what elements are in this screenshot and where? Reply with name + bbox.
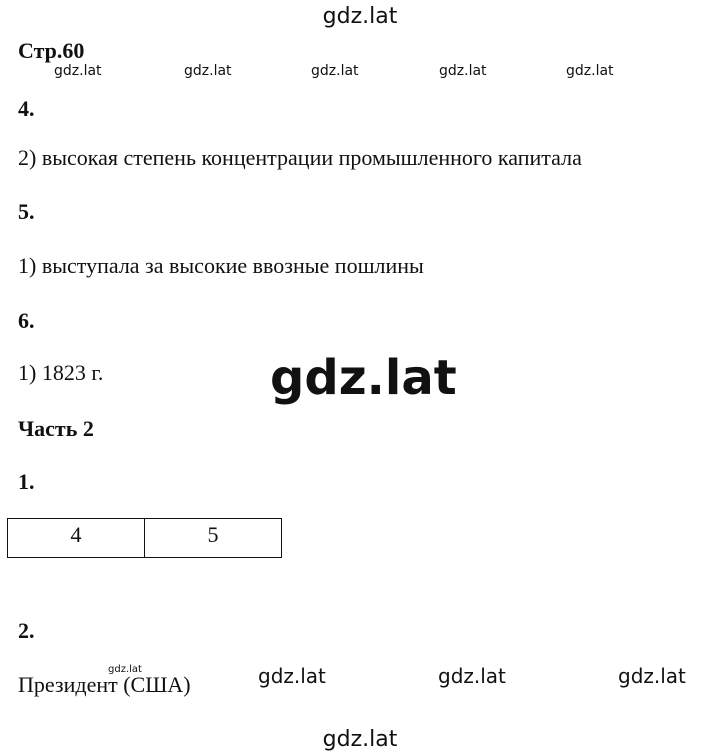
watermark-small-5: gdz.lat: [566, 63, 614, 79]
question-6-answer: 1) 1823 г.: [18, 360, 104, 385]
watermark-small-2: gdz.lat: [184, 63, 232, 79]
watermark-big: gdz.lat: [270, 350, 457, 406]
watermark-small-1: gdz.lat: [54, 63, 102, 79]
watermark-mid-3: gdz.lat: [618, 664, 686, 688]
table-cell-1: 4: [8, 519, 145, 558]
answer-table: [7, 518, 282, 558]
question-5-answer: 1) выступала за высокие ввозные пошлины: [18, 253, 424, 278]
part-2-title: Часть 2: [18, 416, 94, 441]
part-2-question-2-number: 2.: [18, 618, 35, 643]
question-4-number: 4.: [18, 96, 35, 121]
question-6-number: 6.: [18, 308, 35, 333]
part-2-question-2-answer: Президент (США): [18, 672, 191, 697]
table-cell-2: 5: [145, 519, 282, 558]
watermark-small-4: gdz.lat: [439, 63, 487, 79]
page-title: Стр.60: [18, 38, 85, 63]
watermark-mid-2: gdz.lat: [438, 664, 506, 688]
part-2-question-1-number: 1.: [18, 469, 35, 494]
table-row: [8, 519, 282, 558]
watermark-mid-1: gdz.lat: [258, 664, 326, 688]
watermark-tiny: gdz.lat: [108, 664, 142, 675]
watermark-bottom: gdz.lat: [322, 727, 398, 752]
question-5-number: 5.: [18, 199, 35, 224]
question-4-answer: 2) высокая степень концентрации промышленного капитала: [18, 145, 582, 170]
watermark-top: gdz.lat: [322, 4, 398, 29]
watermark-small-3: gdz.lat: [311, 63, 359, 79]
